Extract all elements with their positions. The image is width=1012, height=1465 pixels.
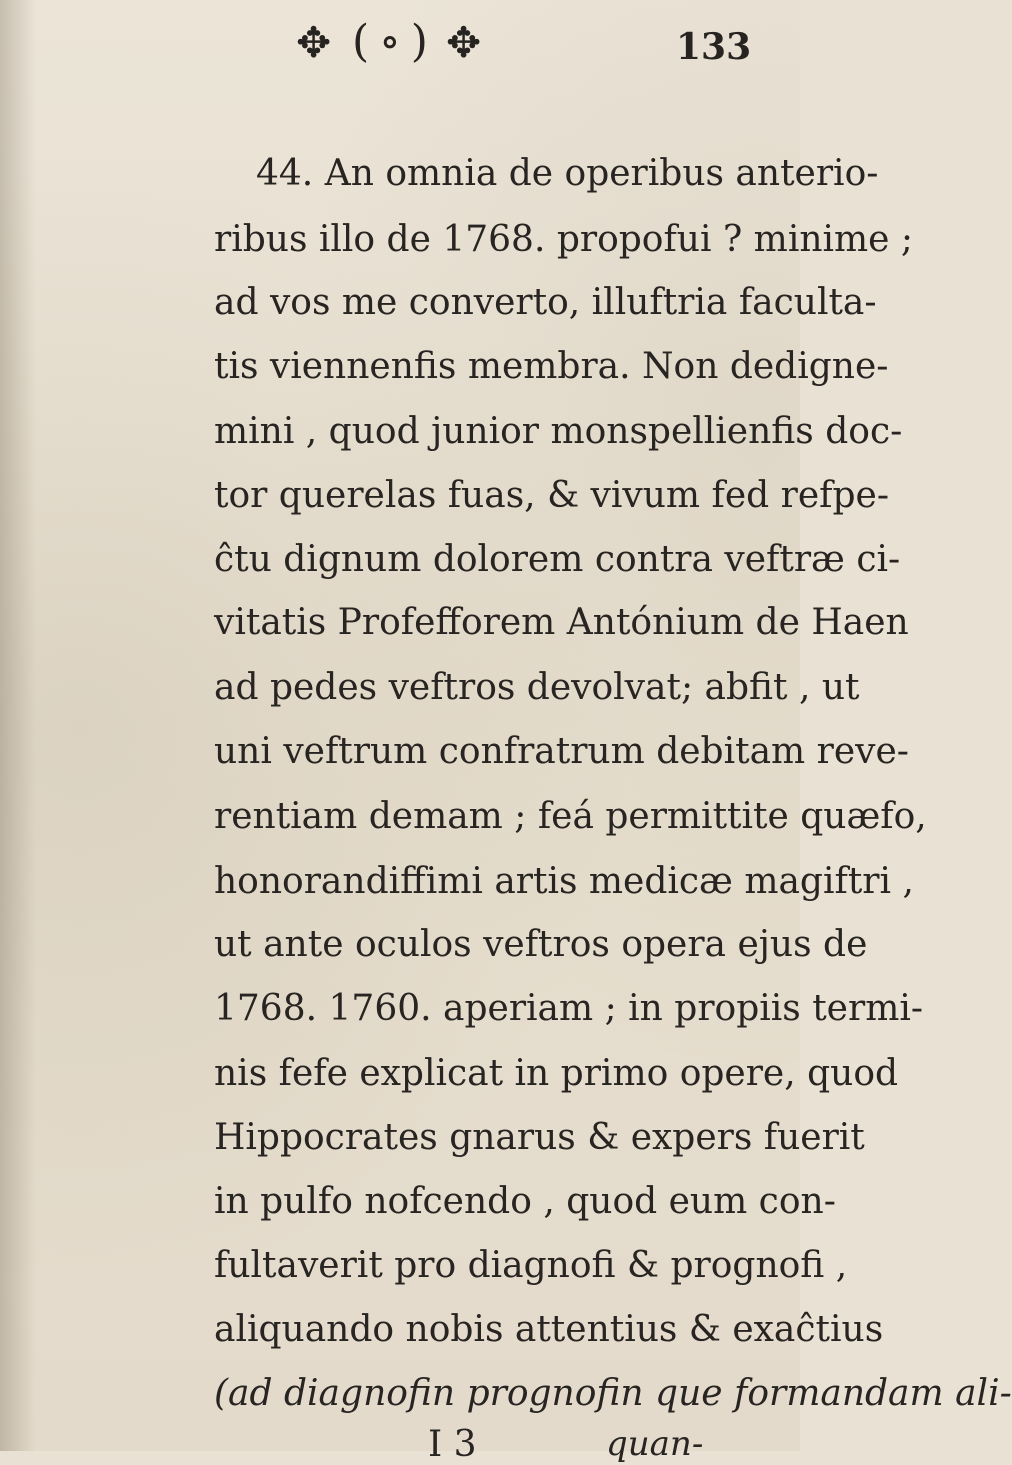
page-number: 133 <box>676 26 752 68</box>
ornament-right-icon: ✥ <box>446 18 482 67</box>
text-line: fultaverit pro diagnofi & prognofi , <box>214 1245 848 1286</box>
text-line: rentiam demam ; feá permittite quæfo, <box>214 796 927 837</box>
text-line: in pulfo nofcendo , quod eum con- <box>214 1181 836 1222</box>
text-line: ut ante oculos veftros opera ejus de <box>214 924 868 965</box>
text-line: Hippocrates gnarus & expers fuerit <box>214 1117 865 1158</box>
header-marker: (∘) <box>352 16 438 67</box>
text-line: ad pedes veftros devolvat; abfit , ut <box>214 667 860 708</box>
text-line: 44. An omnia de operibus anterio- <box>256 153 879 194</box>
text-line: vitatis Profefforem Antónium de Haen <box>214 602 909 643</box>
text-line: 1768. 1760. aperiam ; in propiis termi- <box>214 988 924 1029</box>
text-line: aliquando nobis attentius & exaĉtius <box>214 1309 884 1350</box>
ornament-left-icon: ✥ <box>296 18 332 67</box>
text-line: uni veftrum confratrum debitam reve- <box>214 731 909 772</box>
text-line: ribus illo de 1768. propofui ? minime ; <box>214 219 914 260</box>
text-line: ĉtu dignum dolorem contra veftræ ci- <box>214 539 901 580</box>
text-line: mini , quod junior monspellienfis doc- <box>214 411 903 452</box>
text-line: honorandiffimi artis medicæ magiftri , <box>214 861 914 902</box>
signature-mark: I 3 <box>428 1424 477 1465</box>
text-line: nis fefe explicat in primo opere, quod <box>214 1053 899 1094</box>
text-line: tis viennenfis membra. Non dedigne- <box>214 346 889 387</box>
text-line: (ad diagnofin prognofin que formandam ali- <box>214 1373 1012 1414</box>
text-line: ad vos me converto, illuftria faculta- <box>214 282 877 323</box>
text-line: tor querelas fuas, & vivum fed refpe- <box>214 475 889 516</box>
catchword: quan- <box>606 1424 704 1464</box>
